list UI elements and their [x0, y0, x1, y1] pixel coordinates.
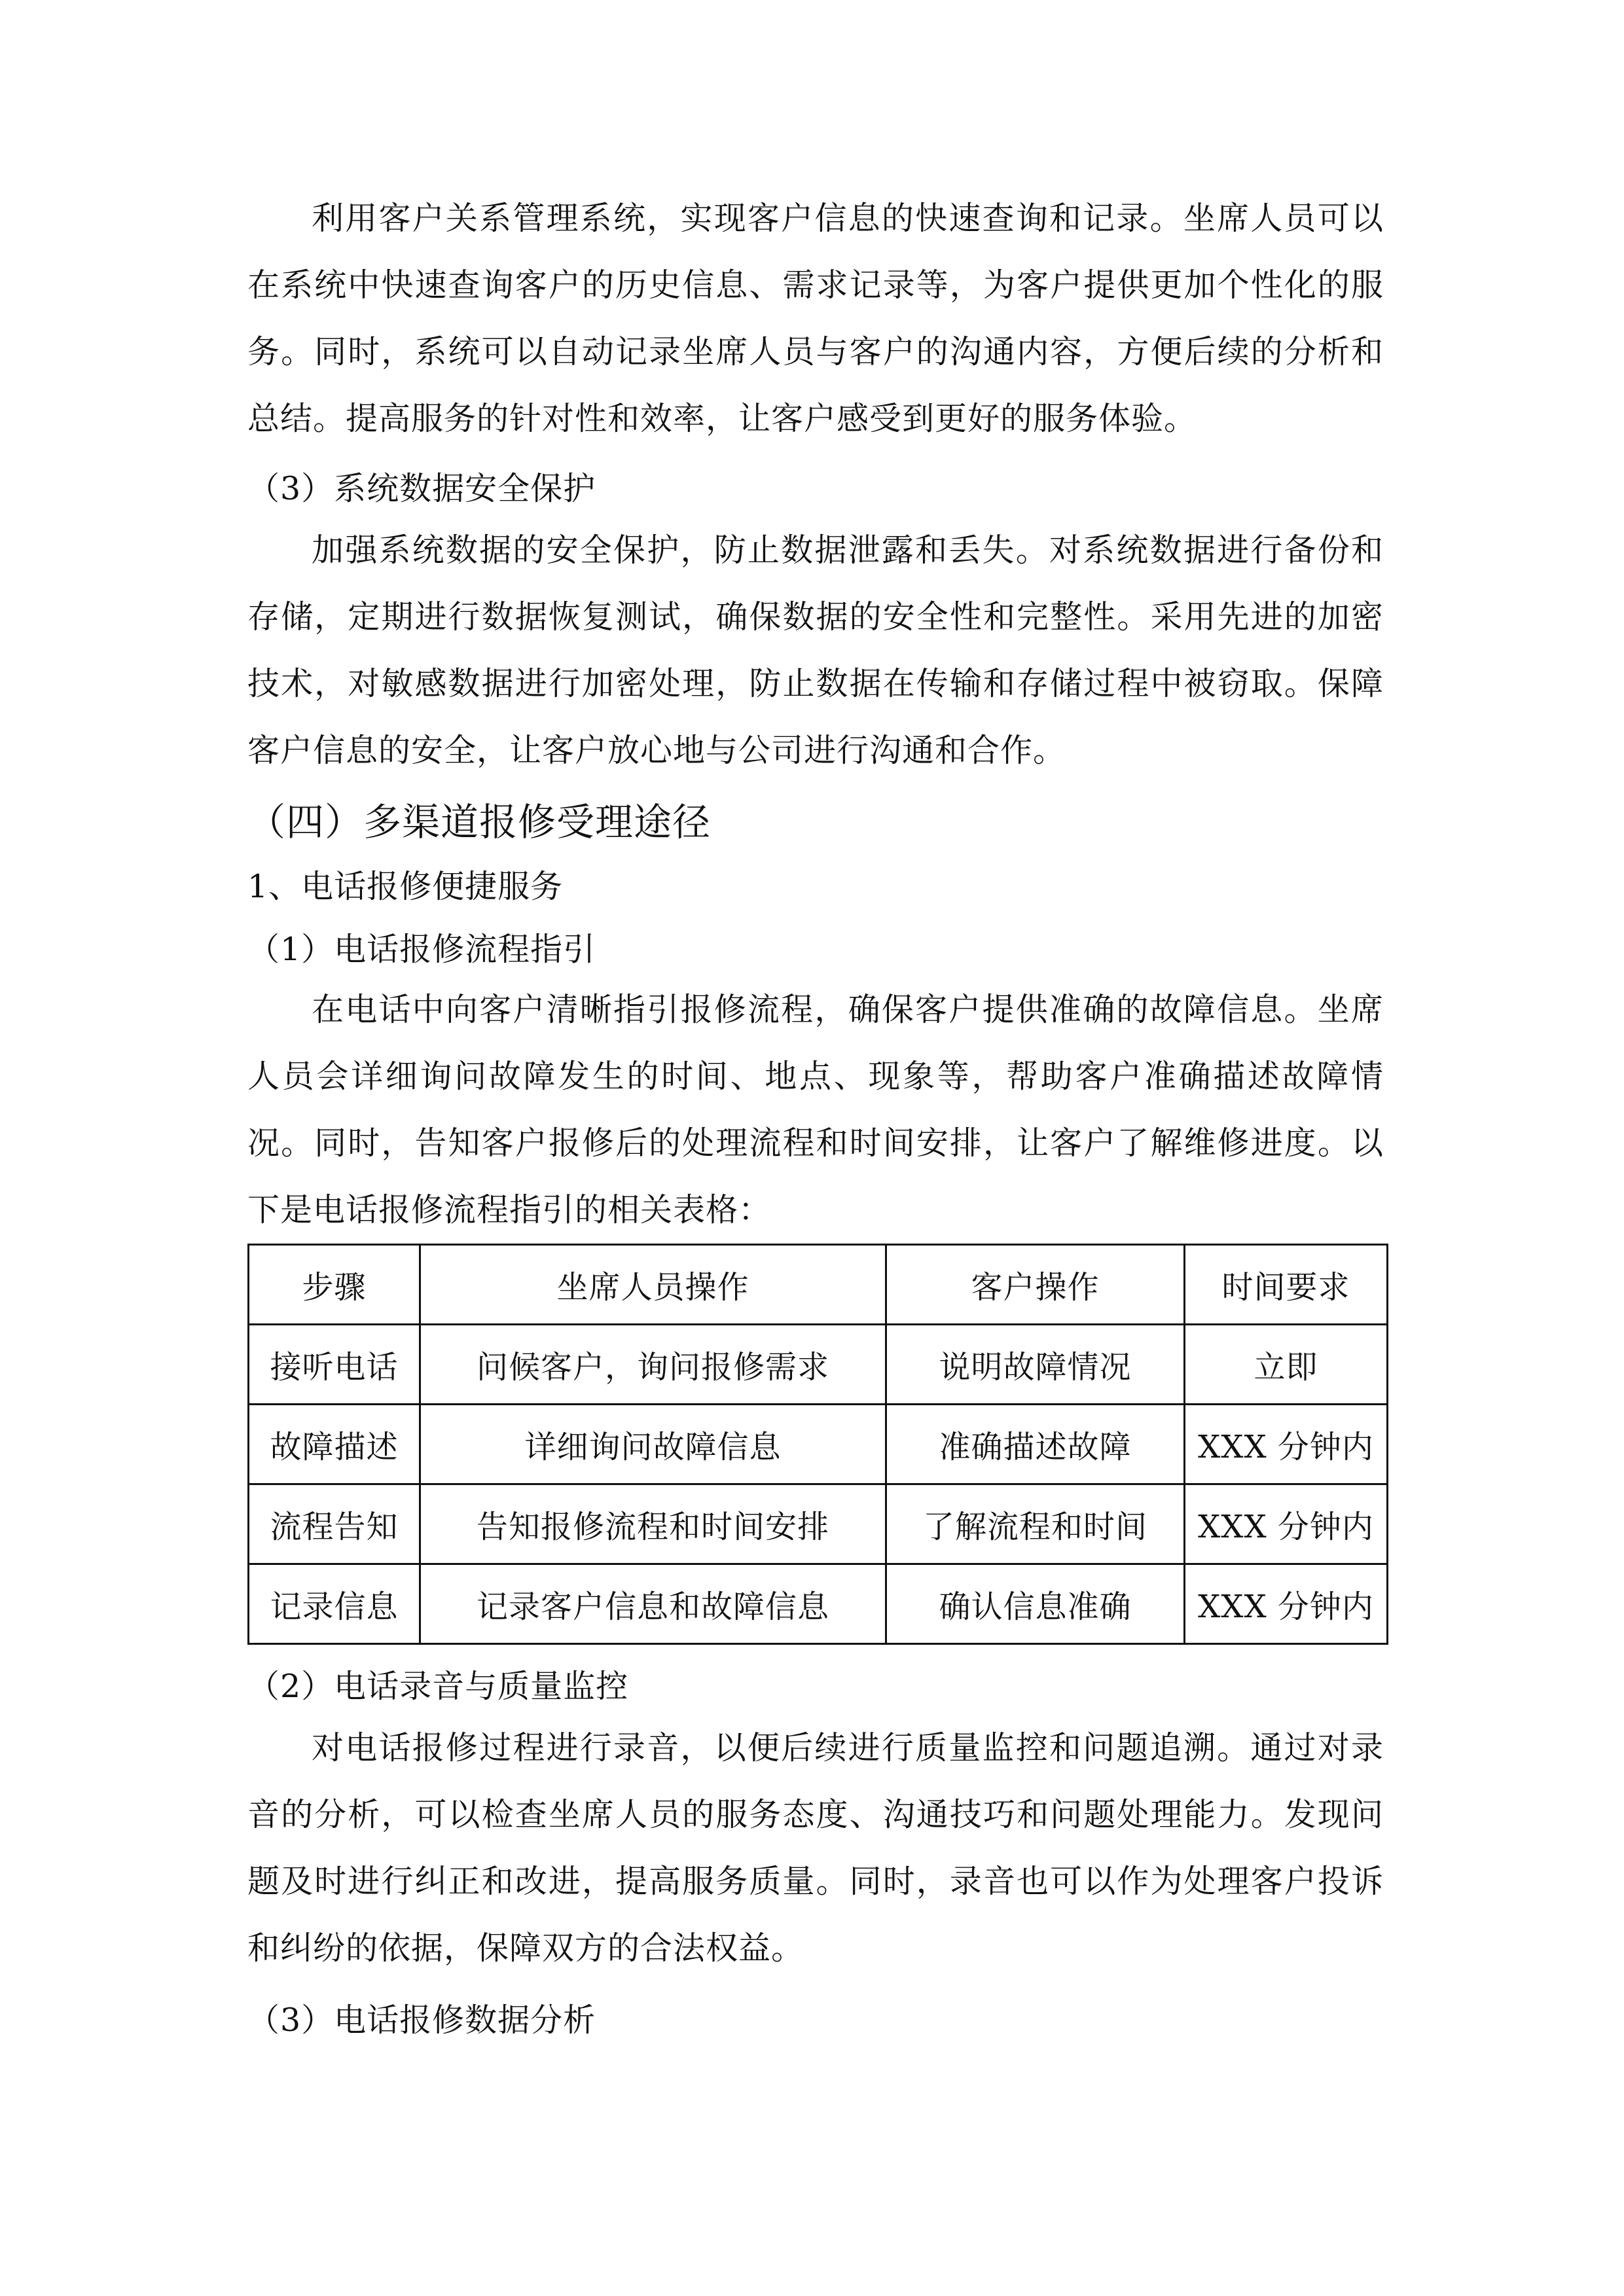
table-cell: 详细询问故障信息: [420, 1405, 886, 1484]
table-header-agent-action: 坐席人员操作: [420, 1245, 886, 1325]
heading-data-analysis: （3）电话报修数据分析: [247, 2001, 596, 2039]
crm-paragraph: 利用客户关系管理系统，实现客户信息的快速查询和记录。坐席人员可以在系统中快速查询客户的历史信息、需求记录等，为客户提供更加个性化的服务。同时，系统可以自动记录坐席人员与客户的沟通内容，方便后续的分析和总结。提高服务的针对性和效率，让客户感受到更好的服务体验。: [247, 200, 1384, 437]
heading-system-data-security: （3）系统数据安全保护: [247, 470, 596, 507]
table-row: [249, 1564, 1388, 1644]
table-row: [249, 1405, 1388, 1484]
table-cell: 接听电话: [249, 1325, 420, 1405]
heading-phone-guide: （1）电话报修流程指引: [247, 931, 596, 968]
table-cell: 立即: [1185, 1325, 1388, 1405]
table-cell: 故障描述: [249, 1405, 420, 1484]
table-cell: XXX 分钟内: [1185, 1484, 1388, 1564]
table-header-step: 步骤: [249, 1245, 420, 1325]
table-cell: 说明故障情况: [886, 1325, 1185, 1405]
guide-paragraph: 在电话中向客户清晰指引报修流程，确保客户提供准确的故障信息。坐席人员会详细询问故障发生的时间、地点、现象等，帮助客户准确描述故障情况。同时，告知客户报修后的处理流程和时间安排，让客户了解维修进度。以下是电话报修流程指引的相关表格：: [247, 991, 1384, 1229]
table-cell: 记录信息: [249, 1564, 420, 1644]
table-cell: 告知报修流程和时间安排: [420, 1484, 886, 1564]
table-header-time: 时间要求: [1185, 1245, 1388, 1325]
heading-call-recording: （2）电话录音与质量监控: [247, 1668, 629, 1705]
table-cell: 流程告知: [249, 1484, 420, 1564]
table-header-row: [249, 1245, 1388, 1325]
table-cell: 记录客户信息和故障信息: [420, 1564, 886, 1644]
heading-section-four: （四）多渠道报修受理途径: [247, 800, 712, 844]
recording-paragraph: 对电话报修过程进行录音，以便后续进行质量监控和问题追溯。通过对录音的分析，可以检查坐席人员的服务态度、沟通技巧和问题处理能力。发现问题及时进行纠正和改进，提高服务质量。同时，录音也可以作为处理客户投诉和纠纷的依据，保障双方的合法权益。: [247, 1729, 1384, 1967]
repair-process-table: [247, 1244, 1388, 1645]
table-cell: XXX 分钟内: [1185, 1405, 1388, 1484]
table-cell: 了解流程和时间: [886, 1484, 1185, 1564]
table-cell: 问候客户，询问报修需求: [420, 1325, 886, 1405]
table-row: [249, 1325, 1388, 1405]
heading-phone-service: 1、电话报修便捷服务: [247, 868, 564, 905]
security-paragraph: 加强系统数据的安全保护，防止数据泄露和丢失。对系统数据进行备份和存储，定期进行数据恢复测试，确保数据的安全性和完整性。采用先进的加密技术，对敏感数据进行加密处理，防止数据在传输和存储过程中被窃取。保障客户信息的安全，让客户放心地与公司进行沟通和合作。: [247, 531, 1384, 769]
table-cell: XXX 分钟内: [1185, 1564, 1388, 1644]
table-cell: 准确描述故障: [886, 1405, 1185, 1484]
table-row: [249, 1484, 1388, 1564]
table-cell: 确认信息准确: [886, 1564, 1185, 1644]
table-header-customer-action: 客户操作: [886, 1245, 1185, 1325]
